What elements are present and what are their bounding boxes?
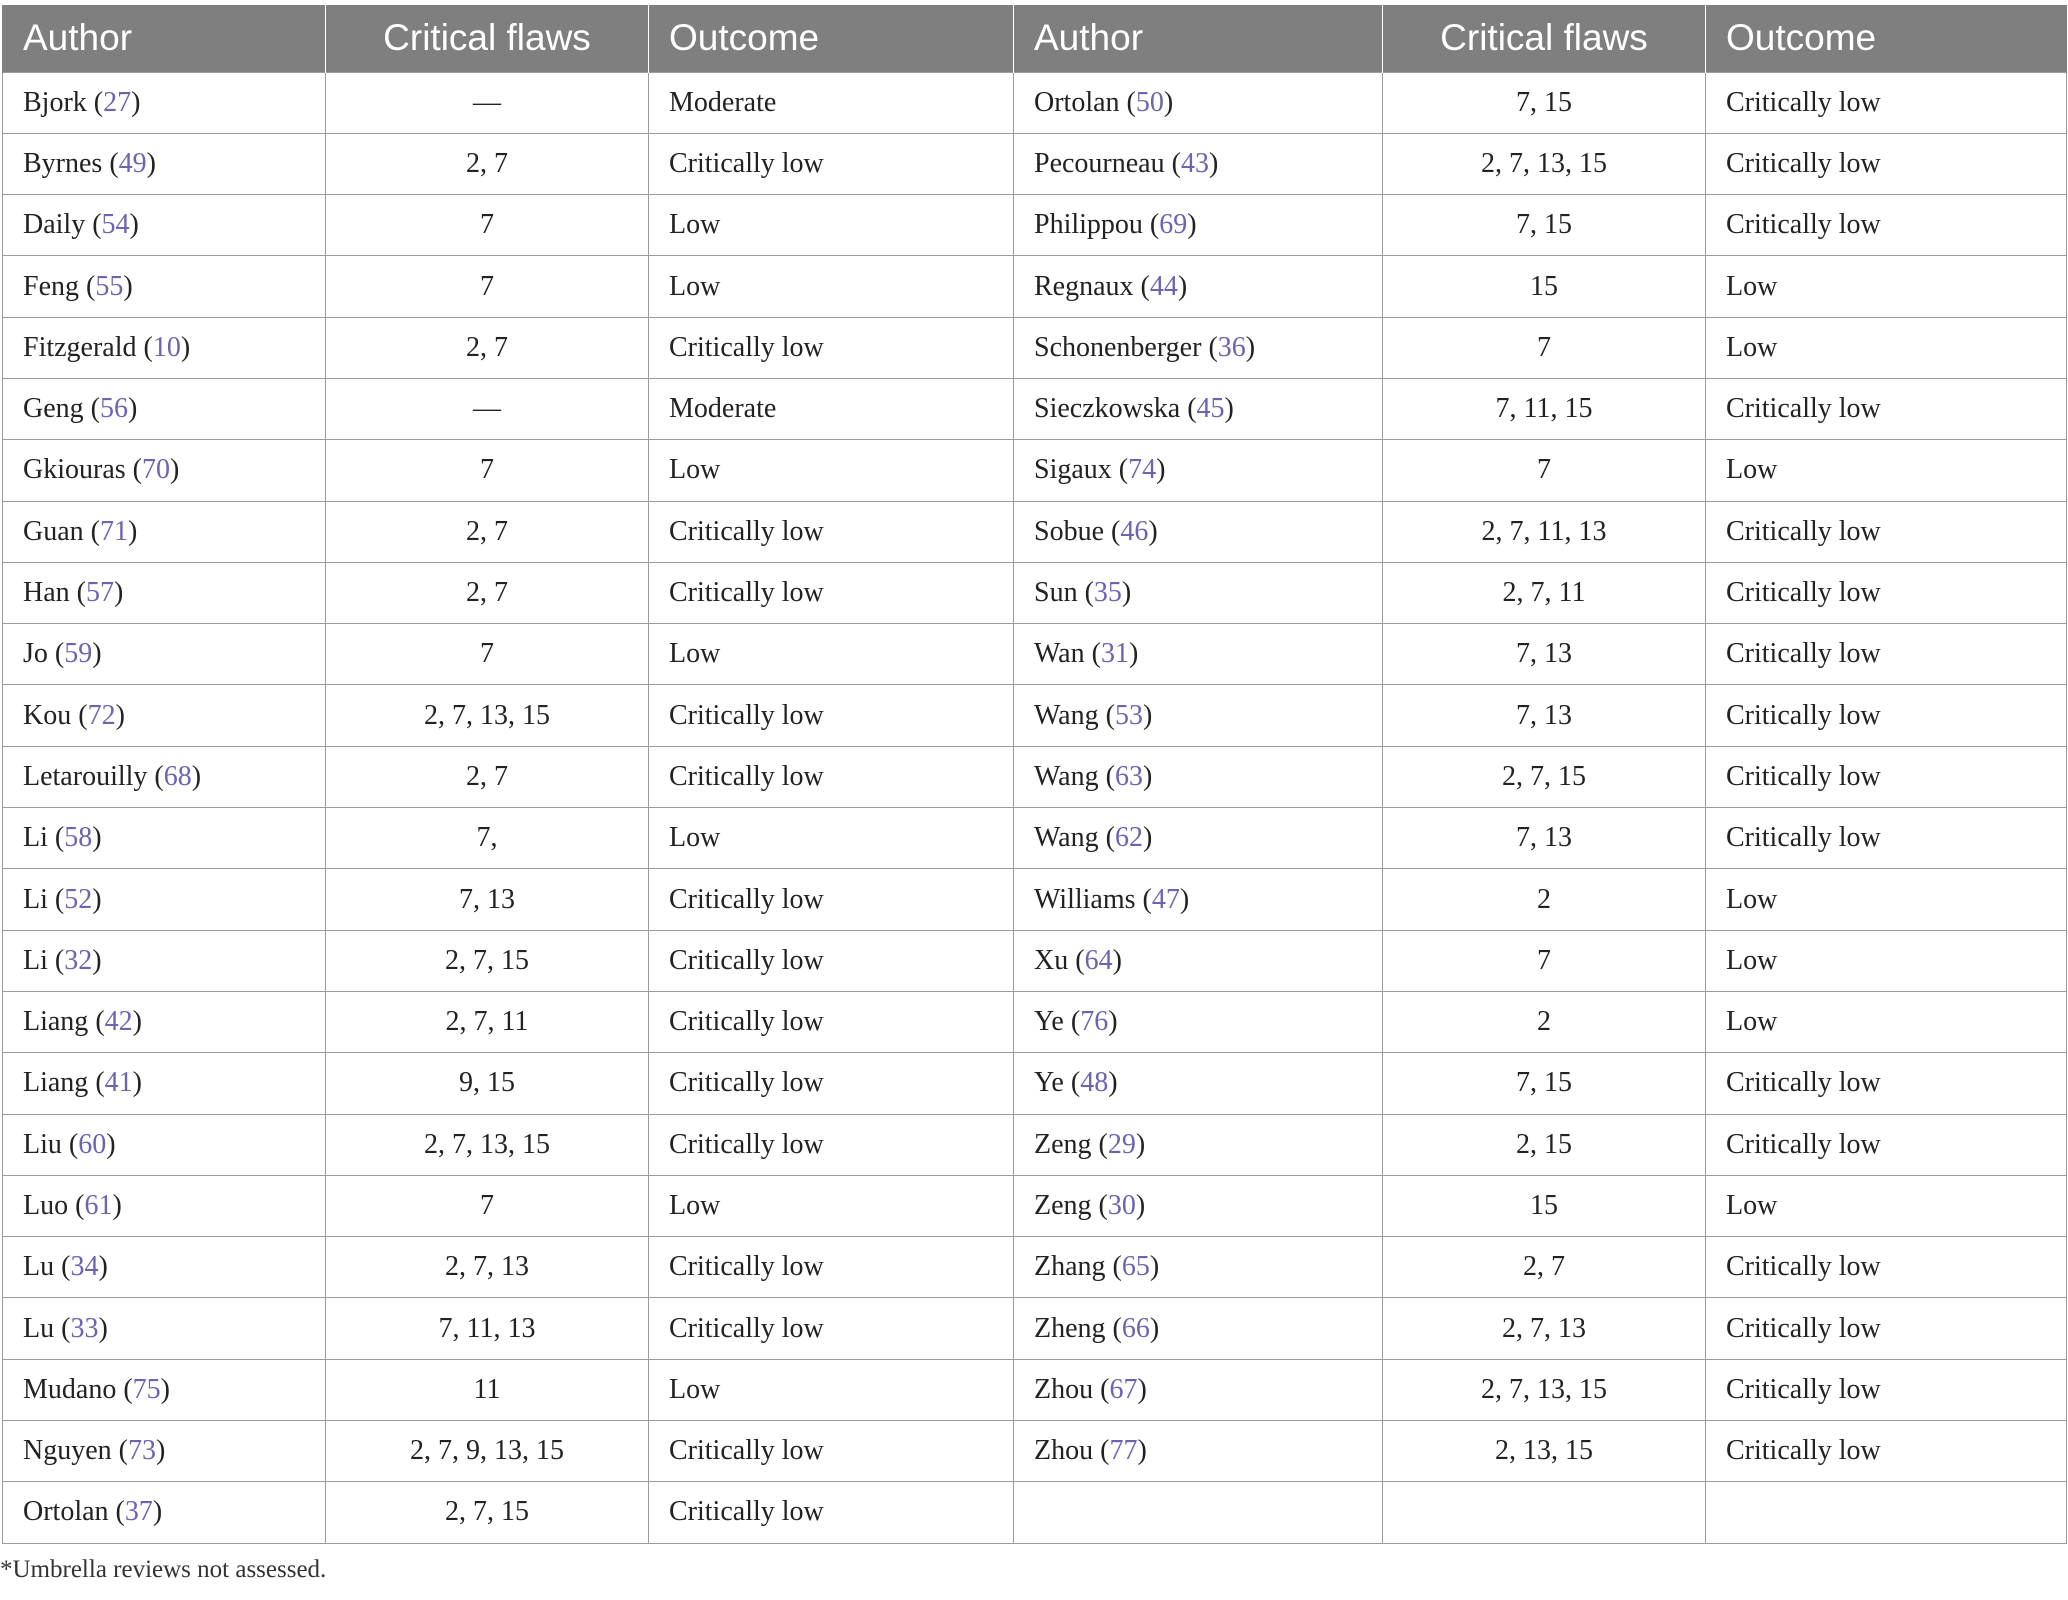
outcome-cell-left: Low xyxy=(649,256,1014,317)
reference-link[interactable]: 41 xyxy=(104,1067,133,1099)
outcome-cell-left: Low xyxy=(649,808,1014,869)
critical-flaws-cell-left: 2, 7 xyxy=(326,562,649,623)
table-header xyxy=(3,5,2067,72)
author-cell-left: Luo (61) xyxy=(3,1175,326,1236)
author-cell-right: Ye (76) xyxy=(1014,991,1383,1052)
author-cell-left: Byrnes (49) xyxy=(3,133,326,194)
reference-link[interactable]: 36 xyxy=(1217,331,1246,363)
reference-link[interactable]: 35 xyxy=(1093,577,1122,609)
outcome-cell-right: Critically low xyxy=(1706,808,2067,869)
author-cell-right: Zeng (29) xyxy=(1014,1114,1383,1175)
reference-link[interactable]: 46 xyxy=(1120,515,1149,547)
critical-flaws-cell-left: 7 xyxy=(326,440,649,501)
reference-link[interactable]: 49 xyxy=(118,147,147,179)
author-cell-right: Ortolan (50) xyxy=(1014,72,1383,133)
outcome-cell-right: Critically low xyxy=(1706,746,2067,807)
author-cell-left: Han (57) xyxy=(3,562,326,623)
author-name: Wan xyxy=(1034,638,1085,670)
table-row xyxy=(3,1114,2067,1175)
outcome-cell-left: Critically low xyxy=(649,991,1014,1052)
author-name: Geng xyxy=(23,393,84,425)
outcome-cell-right: Critically low xyxy=(1706,72,2067,133)
author-cell-right: Sun (35) xyxy=(1014,562,1383,623)
author-cell-right: Wang (63) xyxy=(1014,746,1383,807)
author-name: Li xyxy=(23,822,48,854)
outcome-cell-right: Low xyxy=(1706,991,2067,1052)
author-cell-left: Lu (33) xyxy=(3,1298,326,1359)
table-row xyxy=(3,317,2067,378)
reference-link[interactable]: 67 xyxy=(1109,1373,1138,1405)
author-cell-left: Liang (42) xyxy=(3,991,326,1052)
author-name: Ortolan xyxy=(23,1496,109,1528)
critical-flaws-cell-right: 7, 15 xyxy=(1383,1053,1706,1114)
table-row xyxy=(3,440,2067,501)
outcome-cell-right: Critically low xyxy=(1706,378,2067,439)
author-cell-left: Bjork (27) xyxy=(3,72,326,133)
table-row xyxy=(3,808,2067,869)
outcome-cell-right: Critically low xyxy=(1706,1421,2067,1482)
table-row xyxy=(3,256,2067,317)
critical-flaws-cell-left: 2, 7, 11 xyxy=(326,991,649,1052)
reference-link[interactable]: 60 xyxy=(78,1128,107,1160)
reference-link[interactable]: 52 xyxy=(64,883,93,915)
table-row xyxy=(3,1237,2067,1298)
critical-flaws-cell-left: 2, 7, 13 xyxy=(326,1237,649,1298)
outcome-cell-right: Critically low xyxy=(1706,501,2067,562)
author-name: Lu xyxy=(23,1312,55,1344)
outcome-cell-right: Low xyxy=(1706,440,2067,501)
outcome-cell-right xyxy=(1706,1482,2067,1543)
author-name: Zhou xyxy=(1034,1373,1094,1405)
critical-flaws-cell-right: 2, 7, 13, 15 xyxy=(1383,1359,1706,1420)
reference-link[interactable]: 45 xyxy=(1196,393,1225,425)
author-cell-left: Gkiouras (70) xyxy=(3,440,326,501)
author-cell-left: Letarouilly (68) xyxy=(3,746,326,807)
critical-flaws-cell-right: 2 xyxy=(1383,991,1706,1052)
author-name: Daily xyxy=(23,209,86,241)
critical-flaws-cell-right: 2, 13, 15 xyxy=(1383,1421,1706,1482)
author-name: Wang xyxy=(1034,760,1099,792)
reference-link[interactable]: 31 xyxy=(1100,638,1129,670)
author-cell-right: Zhang (65) xyxy=(1014,1237,1383,1298)
author-name: Sobue xyxy=(1034,515,1104,547)
reference-link[interactable]: 57 xyxy=(85,577,114,609)
reference-link[interactable]: 73 xyxy=(127,1435,156,1467)
reference-link[interactable]: 42 xyxy=(104,1006,133,1038)
reference-link[interactable]: 56 xyxy=(99,393,128,425)
critical-flaws-cell-left: 2, 7, 13, 15 xyxy=(326,1114,649,1175)
reference-link[interactable]: 44 xyxy=(1149,270,1178,302)
reference-link[interactable]: 64 xyxy=(1084,944,1113,976)
author-name: Ye xyxy=(1034,1006,1064,1038)
author-cell-right: Sigaux (74) xyxy=(1014,440,1383,501)
critical-flaws-cell-left: — xyxy=(326,72,649,133)
critical-flaws-cell-right: 7, 13 xyxy=(1383,624,1706,685)
outcome-cell-left: Critically low xyxy=(649,1482,1014,1543)
author-name: Li xyxy=(23,944,48,976)
critical-flaws-cell-left: 7 xyxy=(326,1175,649,1236)
critical-flaws-cell-left: 11 xyxy=(326,1359,649,1420)
header-author-right: Author xyxy=(1014,5,1383,72)
table-row xyxy=(3,746,2067,807)
outcome-cell-right: Critically low xyxy=(1706,624,2067,685)
outcome-cell-left: Low xyxy=(649,1175,1014,1236)
reference-link[interactable]: 53 xyxy=(1114,699,1143,731)
critical-flaws-cell-right: 2 xyxy=(1383,869,1706,930)
outcome-cell-right: Critically low xyxy=(1706,1359,2067,1420)
table-row xyxy=(3,378,2067,439)
author-name: Zhang xyxy=(1034,1251,1106,1283)
author-name: Liu xyxy=(23,1128,62,1160)
table-row xyxy=(3,991,2067,1052)
author-cell-right: Pecourneau (43) xyxy=(1014,133,1383,194)
author-name: Bjork xyxy=(23,86,87,118)
author-name: Sigaux xyxy=(1034,454,1112,486)
critical-flaws-cell-right: 7, 11, 15 xyxy=(1383,378,1706,439)
critical-flaws-cell-left: 7, 11, 13 xyxy=(326,1298,649,1359)
reference-link[interactable]: 27 xyxy=(103,86,132,118)
author-name: Kou xyxy=(23,699,72,731)
table-row xyxy=(3,562,2067,623)
critical-flaws-cell-left: 2, 7, 15 xyxy=(326,930,649,991)
author-cell-left: Lu (34) xyxy=(3,1237,326,1298)
outcome-cell-right: Critically low xyxy=(1706,133,2067,194)
author-cell-left: Liu (60) xyxy=(3,1114,326,1175)
reference-link[interactable]: 48 xyxy=(1080,1067,1109,1099)
header-author-left: Author xyxy=(3,5,326,72)
outcome-cell-left: Critically low xyxy=(649,1053,1014,1114)
critical-flaws-cell-right: 7, 15 xyxy=(1383,72,1706,133)
outcome-cell-left: Critically low xyxy=(649,562,1014,623)
outcome-cell-left: Critically low xyxy=(649,746,1014,807)
author-cell-left: Ortolan (37) xyxy=(3,1482,326,1543)
header-row xyxy=(3,5,2067,72)
outcome-cell-right: Critically low xyxy=(1706,1114,2067,1175)
author-name: Zeng xyxy=(1034,1128,1092,1160)
author-name: Ortolan xyxy=(1034,86,1120,118)
critical-flaws-cell-left: 2, 7, 13, 15 xyxy=(326,685,649,746)
outcome-cell-right: Critically low xyxy=(1706,195,2067,256)
outcome-cell-right: Critically low xyxy=(1706,1298,2067,1359)
reference-link[interactable]: 68 xyxy=(163,760,192,792)
outcome-cell-right: Critically low xyxy=(1706,562,2067,623)
critical-flaws-cell-left: 2, 7 xyxy=(326,133,649,194)
header-critical-flaws-left: Critical flaws xyxy=(326,5,649,72)
reference-link[interactable]: 70 xyxy=(141,454,170,486)
author-name: Philippou xyxy=(1034,209,1143,241)
reference-link[interactable]: 55 xyxy=(95,270,124,302)
critical-flaws-cell-left: 7 xyxy=(326,256,649,317)
table-footnote: *Umbrella reviews not assessed. xyxy=(0,1556,327,1583)
critical-flaws-cell-right: 2, 7, 11, 13 xyxy=(1383,501,1706,562)
outcome-cell-left: Critically low xyxy=(649,685,1014,746)
author-name: Zhou xyxy=(1034,1435,1094,1467)
author-name: Fitzgerald xyxy=(23,331,137,363)
outcome-cell-left: Low xyxy=(649,440,1014,501)
reference-link[interactable]: 62 xyxy=(1114,822,1143,854)
author-name: Ye xyxy=(1034,1067,1064,1099)
critical-flaws-cell-right: 7 xyxy=(1383,440,1706,501)
critical-flaws-cell-right: 7, 15 xyxy=(1383,195,1706,256)
reference-link[interactable]: 59 xyxy=(64,638,93,670)
author-name: Lu xyxy=(23,1251,55,1283)
critical-flaws-cell-left: 7 xyxy=(326,624,649,685)
author-name: Nguyen xyxy=(23,1435,112,1467)
outcome-cell-left: Critically low xyxy=(649,1114,1014,1175)
table-row xyxy=(3,1175,2067,1236)
table-row xyxy=(3,1053,2067,1114)
author-cell-right xyxy=(1014,1482,1383,1543)
author-name: Han xyxy=(23,577,70,609)
outcome-cell-right: Critically low xyxy=(1706,1237,2067,1298)
table-row xyxy=(3,685,2067,746)
author-cell-right: Wang (53) xyxy=(1014,685,1383,746)
reference-link[interactable]: 50 xyxy=(1135,86,1164,118)
author-name: Mudano xyxy=(23,1373,117,1405)
reference-link[interactable]: 30 xyxy=(1107,1189,1136,1221)
reference-link[interactable]: 54 xyxy=(101,209,130,241)
author-name: Luo xyxy=(23,1189,69,1221)
outcome-cell-right: Low xyxy=(1706,930,2067,991)
author-name: Wang xyxy=(1034,822,1099,854)
author-name: Xu xyxy=(1034,944,1069,976)
author-cell-left: Jo (59) xyxy=(3,624,326,685)
reference-link[interactable]: 43 xyxy=(1180,147,1209,179)
author-cell-right: Wan (31) xyxy=(1014,624,1383,685)
table-row xyxy=(3,1421,2067,1482)
critical-flaws-cell-left: 2, 7 xyxy=(326,317,649,378)
reference-link[interactable]: 75 xyxy=(132,1373,161,1405)
author-name: Feng xyxy=(23,270,79,302)
author-cell-right: Schonenberger (36) xyxy=(1014,317,1383,378)
author-cell-left: Geng (56) xyxy=(3,378,326,439)
outcome-cell-left: Critically low xyxy=(649,930,1014,991)
header-critical-flaws-right: Critical flaws xyxy=(1383,5,1706,72)
table-row xyxy=(3,72,2067,133)
critical-flaws-cell-right: 7 xyxy=(1383,930,1706,991)
critical-flaws-cell-right: 15 xyxy=(1383,1175,1706,1236)
critical-flaws-cell-left: 9, 15 xyxy=(326,1053,649,1114)
author-cell-left: Daily (54) xyxy=(3,195,326,256)
author-cell-left: Kou (72) xyxy=(3,685,326,746)
outcome-cell-right: Low xyxy=(1706,256,2067,317)
critical-flaws-cell-right: 2, 7, 15 xyxy=(1383,746,1706,807)
author-cell-right: Wang (62) xyxy=(1014,808,1383,869)
outcome-cell-left: Critically low xyxy=(649,317,1014,378)
author-name: Sieczkowska xyxy=(1034,393,1181,425)
critical-flaws-cell-right xyxy=(1383,1482,1706,1543)
author-cell-right: Xu (64) xyxy=(1014,930,1383,991)
table-row xyxy=(3,624,2067,685)
author-name: Zeng xyxy=(1034,1189,1092,1221)
outcome-cell-left: Critically low xyxy=(649,1237,1014,1298)
author-cell-left: Li (58) xyxy=(3,808,326,869)
author-name: Li xyxy=(23,883,48,915)
author-cell-left: Guan (71) xyxy=(3,501,326,562)
table-row xyxy=(3,501,2067,562)
author-cell-right: Sieczkowska (45) xyxy=(1014,378,1383,439)
reference-link[interactable]: 77 xyxy=(1109,1435,1138,1467)
author-name: Byrnes xyxy=(23,147,103,179)
author-cell-left: Liang (41) xyxy=(3,1053,326,1114)
author-cell-right: Regnaux (44) xyxy=(1014,256,1383,317)
outcome-cell-left: Critically low xyxy=(649,501,1014,562)
critical-flaws-cell-right: 2, 7, 11 xyxy=(1383,562,1706,623)
critical-flaws-cell-right: 2, 7, 13 xyxy=(1383,1298,1706,1359)
outcome-cell-left: Critically low xyxy=(649,869,1014,930)
critical-flaws-cell-left: 2, 7 xyxy=(326,746,649,807)
author-name: Wang xyxy=(1034,699,1099,731)
reference-link[interactable]: 47 xyxy=(1151,883,1180,915)
outcome-cell-left: Low xyxy=(649,195,1014,256)
table-row xyxy=(3,1359,2067,1420)
author-cell-right: Ye (48) xyxy=(1014,1053,1383,1114)
author-name: Pecourneau xyxy=(1034,147,1165,179)
critical-flaws-cell-left: 7, 13 xyxy=(326,869,649,930)
outcome-cell-left: Moderate xyxy=(649,72,1014,133)
table-row xyxy=(3,930,2067,991)
reference-link[interactable]: 74 xyxy=(1128,454,1157,486)
reference-link[interactable]: 76 xyxy=(1080,1006,1109,1038)
outcome-cell-left: Moderate xyxy=(649,378,1014,439)
author-cell-right: Sobue (46) xyxy=(1014,501,1383,562)
critical-flaws-cell-right: 2, 7 xyxy=(1383,1237,1706,1298)
critical-flaws-cell-left: 2, 7, 15 xyxy=(326,1482,649,1543)
reference-link[interactable]: 58 xyxy=(64,822,93,854)
author-name: Zheng xyxy=(1034,1312,1106,1344)
author-name: Liang xyxy=(23,1006,89,1038)
outcome-cell-left: Critically low xyxy=(649,1298,1014,1359)
reference-link[interactable]: 69 xyxy=(1159,209,1188,241)
author-cell-left: Li (32) xyxy=(3,930,326,991)
author-cell-right: Zhou (67) xyxy=(1014,1359,1383,1420)
outcome-cell-left: Critically low xyxy=(649,133,1014,194)
reference-link[interactable]: 72 xyxy=(87,699,116,731)
author-cell-left: Mudano (75) xyxy=(3,1359,326,1420)
author-cell-left: Nguyen (73) xyxy=(3,1421,326,1482)
outcome-cell-right: Low xyxy=(1706,869,2067,930)
author-name: Schonenberger xyxy=(1034,331,1202,363)
reference-link[interactable]: 33 xyxy=(70,1312,99,1344)
outcome-cell-left: Critically low xyxy=(649,1421,1014,1482)
reference-link[interactable]: 10 xyxy=(152,331,181,363)
reference-link[interactable]: 34 xyxy=(70,1251,99,1283)
author-name: Letarouilly xyxy=(23,760,148,792)
table-body xyxy=(3,72,2067,1543)
critical-flaws-table xyxy=(2,5,2067,1544)
critical-flaws-cell-right: 2, 7, 13, 15 xyxy=(1383,133,1706,194)
outcome-cell-right: Low xyxy=(1706,317,2067,378)
reference-link[interactable]: 32 xyxy=(64,944,93,976)
critical-flaws-cell-left: 2, 7 xyxy=(326,501,649,562)
reference-link[interactable]: 29 xyxy=(1107,1128,1136,1160)
author-cell-right: Zhou (77) xyxy=(1014,1421,1383,1482)
reference-link[interactable]: 71 xyxy=(99,515,128,547)
author-name: Gkiouras xyxy=(23,454,126,486)
reference-link[interactable]: 37 xyxy=(124,1496,153,1528)
author-name: Regnaux xyxy=(1034,270,1134,302)
critical-flaws-cell-right: 7 xyxy=(1383,317,1706,378)
outcome-cell-left: Low xyxy=(649,624,1014,685)
outcome-cell-left: Low xyxy=(649,1359,1014,1420)
author-name: Liang xyxy=(23,1067,89,1099)
outcome-cell-right: Critically low xyxy=(1706,1053,2067,1114)
critical-flaws-cell-right: 2, 15 xyxy=(1383,1114,1706,1175)
critical-flaws-cell-right: 7, 13 xyxy=(1383,685,1706,746)
author-cell-right: Zheng (66) xyxy=(1014,1298,1383,1359)
author-name: Jo xyxy=(23,638,48,670)
author-cell-right: Williams (47) xyxy=(1014,869,1383,930)
critical-flaws-cell-right: 15 xyxy=(1383,256,1706,317)
reference-link[interactable]: 66 xyxy=(1121,1312,1150,1344)
author-name: Guan xyxy=(23,515,84,547)
table-row xyxy=(3,869,2067,930)
author-cell-left: Fitzgerald (10) xyxy=(3,317,326,378)
critical-flaws-cell-left: — xyxy=(326,378,649,439)
critical-flaws-cell-left: 2, 7, 9, 13, 15 xyxy=(326,1421,649,1482)
reference-link[interactable]: 65 xyxy=(1121,1251,1150,1283)
reference-link[interactable]: 61 xyxy=(84,1189,113,1221)
critical-flaws-cell-right: 7, 13 xyxy=(1383,808,1706,869)
outcome-cell-right: Critically low xyxy=(1706,685,2067,746)
author-name: Sun xyxy=(1034,577,1078,609)
critical-flaws-cell-left: 7, xyxy=(326,808,649,869)
table-row xyxy=(3,133,2067,194)
author-cell-right: Zeng (30) xyxy=(1014,1175,1383,1236)
critical-flaws-cell-left: 7 xyxy=(326,195,649,256)
outcome-cell-right: Low xyxy=(1706,1175,2067,1236)
header-outcome-left: Outcome xyxy=(649,5,1014,72)
reference-link[interactable]: 63 xyxy=(1114,760,1143,792)
author-cell-right: Philippou (69) xyxy=(1014,195,1383,256)
table-row xyxy=(3,1482,2067,1543)
author-cell-left: Li (52) xyxy=(3,869,326,930)
table-row xyxy=(3,195,2067,256)
author-name: Williams xyxy=(1034,883,1136,915)
header-outcome-right: Outcome xyxy=(1706,5,2067,72)
author-cell-left: Feng (55) xyxy=(3,256,326,317)
table-row xyxy=(3,1298,2067,1359)
